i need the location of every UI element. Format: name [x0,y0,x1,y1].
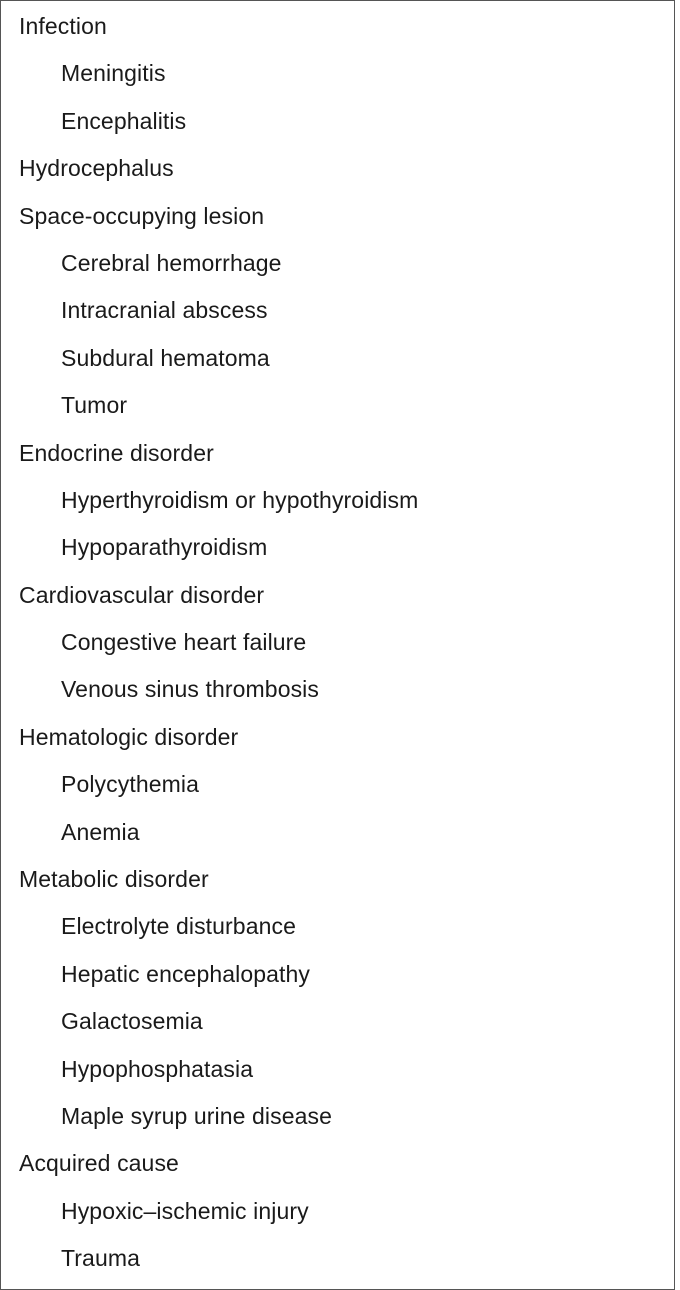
item-hyper-hypothyroidism: Hyperthyroidism or hypothyroidism [61,486,419,513]
category-cardiovascular-disorder: Cardiovascular disorder [19,581,265,608]
item-intracranial-abscess: Intracranial abscess [61,297,268,324]
item-encephalitis: Encephalitis [61,107,187,134]
category-acquired-cause: Acquired cause [19,1150,179,1177]
item-tumor: Tumor [61,392,128,419]
item-subdural-hematoma: Subdural hematoma [61,344,270,371]
category-space-occupying-lesion: Space-occupying lesion [19,202,265,229]
item-anemia: Anemia [61,818,140,845]
category-endocrine-disorder: Endocrine disorder [19,439,214,466]
item-maple-syrup-urine-disease: Maple syrup urine disease [61,1102,332,1129]
cause-list [0,8,675,1288]
item-cerebral-hemorrhage: Cerebral hemorrhage [61,249,282,276]
item-trauma: Trauma [61,1245,140,1272]
category-hematologic-disorder: Hematologic disorder [19,723,239,750]
item-meningitis: Meningitis [61,60,166,87]
category-infection: Infection [19,13,107,39]
item-congestive-heart-failure: Congestive heart failure [61,629,307,656]
item-galactosemia: Galactosemia [61,1008,203,1035]
item-electrolyte-disturbance: Electrolyte disturbance [61,913,296,940]
item-hypoxic-ischemic-injury: Hypoxic–ischemic injury [61,1197,309,1224]
category-hydrocephalus: Hydrocephalus [19,155,174,182]
item-polycythemia: Polycythemia [61,771,199,798]
category-metabolic-disorder: Metabolic disorder [19,866,209,893]
item-hypoparathyroidism: Hypoparathyroidism [61,534,268,561]
item-venous-sinus-thrombosis: Venous sinus thrombosis [61,676,319,703]
item-hepatic-encephalopathy: Hepatic encephalopathy [61,960,310,987]
item-hypophosphatasia: Hypophosphatasia [61,1055,254,1082]
